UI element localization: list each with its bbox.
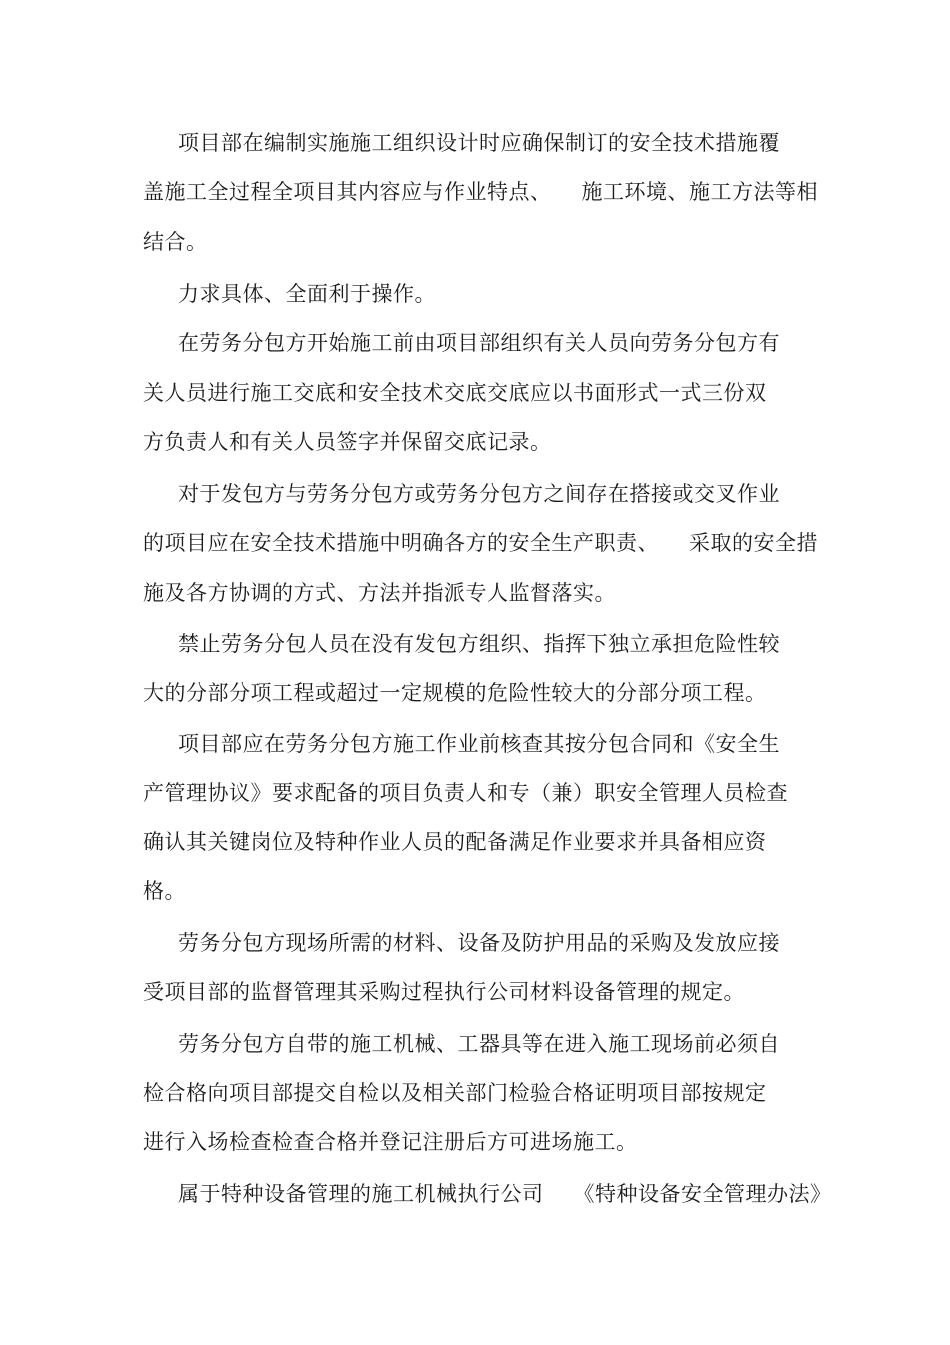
- paragraph-3-line-1: 在劳务分包方开始施工前由项目部组织有关人员向劳务分包方有: [178, 331, 780, 355]
- paragraph-1-line-1: 项目部在编制实施施工组织设计时应确保制订的安全技术措施覆: [178, 131, 780, 155]
- paragraph-1-line-2: [143, 179, 818, 205]
- paragraph-3-line-3: 方负责人和有关人员签字并保留交底记录。: [143, 430, 552, 454]
- paragraph-4-line-2: [143, 530, 818, 556]
- paragraph-6-line-2: 产管理协议》要求配备的项目负责人和专（兼）职安全管理人员检查: [143, 781, 788, 805]
- paragraph-6-line-3: 确认其关键岗位及特种作业人员的配备满足作业要求并具备相应资: [143, 830, 767, 854]
- paragraph-9-line-1-part-1: 属于特种设备管理的施工机械执行公司: [178, 1182, 544, 1206]
- paragraph-7-line-1: 劳务分包方现场所需的材料、设备及防护用品的采购及发放应接: [178, 931, 780, 955]
- paragraph-1-line-2-part-1: 盖施工全过程全项目其内容应与作业特点、: [143, 180, 552, 204]
- paragraph-8-line-1: 劳务分包方自带的施工机械、工器具等在进入施工现场前必须自: [178, 1032, 780, 1056]
- paragraph-6-line-1: 项目部应在劳务分包方施工作业前核查其按分包合同和《安全生: [178, 732, 780, 756]
- paragraph-1-line-2-part-2: 施工环境、施工方法等相: [581, 180, 818, 204]
- paragraph-2-line-1: 力求具体、全面利于操作。: [178, 282, 436, 306]
- paragraph-9-line-1-part-2: 《特种设备安全管理办法》: [573, 1182, 832, 1206]
- paragraph-4-line-2-part-2: 采取的安全措: [689, 531, 818, 555]
- paragraph-4-line-1: 对于发包方与劳务分包方或劳务分包方之间存在搭接或交叉作业: [178, 482, 780, 506]
- paragraph-4-line-2-part-1: 的项目应在安全技术措施中明确各方的安全生产职责、: [143, 531, 659, 555]
- paragraph-8-line-2: 检合格向项目部提交自检以及相关部门检验合格证明项目部按规定: [143, 1081, 767, 1105]
- paragraph-3-line-2: 关人员进行施工交底和安全技术交底交底应以书面形式一式三份双: [143, 381, 767, 405]
- paragraph-6-line-4: 格。: [143, 879, 186, 903]
- paragraph-7-line-2: 受项目部的监督管理其采购过程执行公司材料设备管理的规定。: [143, 980, 745, 1004]
- paragraph-5-line-1: 禁止劳务分包人员在没有发包方组织、指挥下独立承担危险性较: [178, 632, 780, 656]
- paragraph-9-line-1: [178, 1181, 832, 1207]
- paragraph-4-line-3: 施及各方协调的方式、方法并指派专人监督落实。: [143, 581, 616, 605]
- paragraph-8-line-3: 进行入场检查检查合格并登记注册后方可进场施工。: [143, 1130, 638, 1154]
- paragraph-1-line-3: 结合。: [143, 230, 208, 254]
- paragraph-5-line-2: 大的分部分项工程或超过一定规模的危险性较大的分部分项工程。: [143, 681, 767, 705]
